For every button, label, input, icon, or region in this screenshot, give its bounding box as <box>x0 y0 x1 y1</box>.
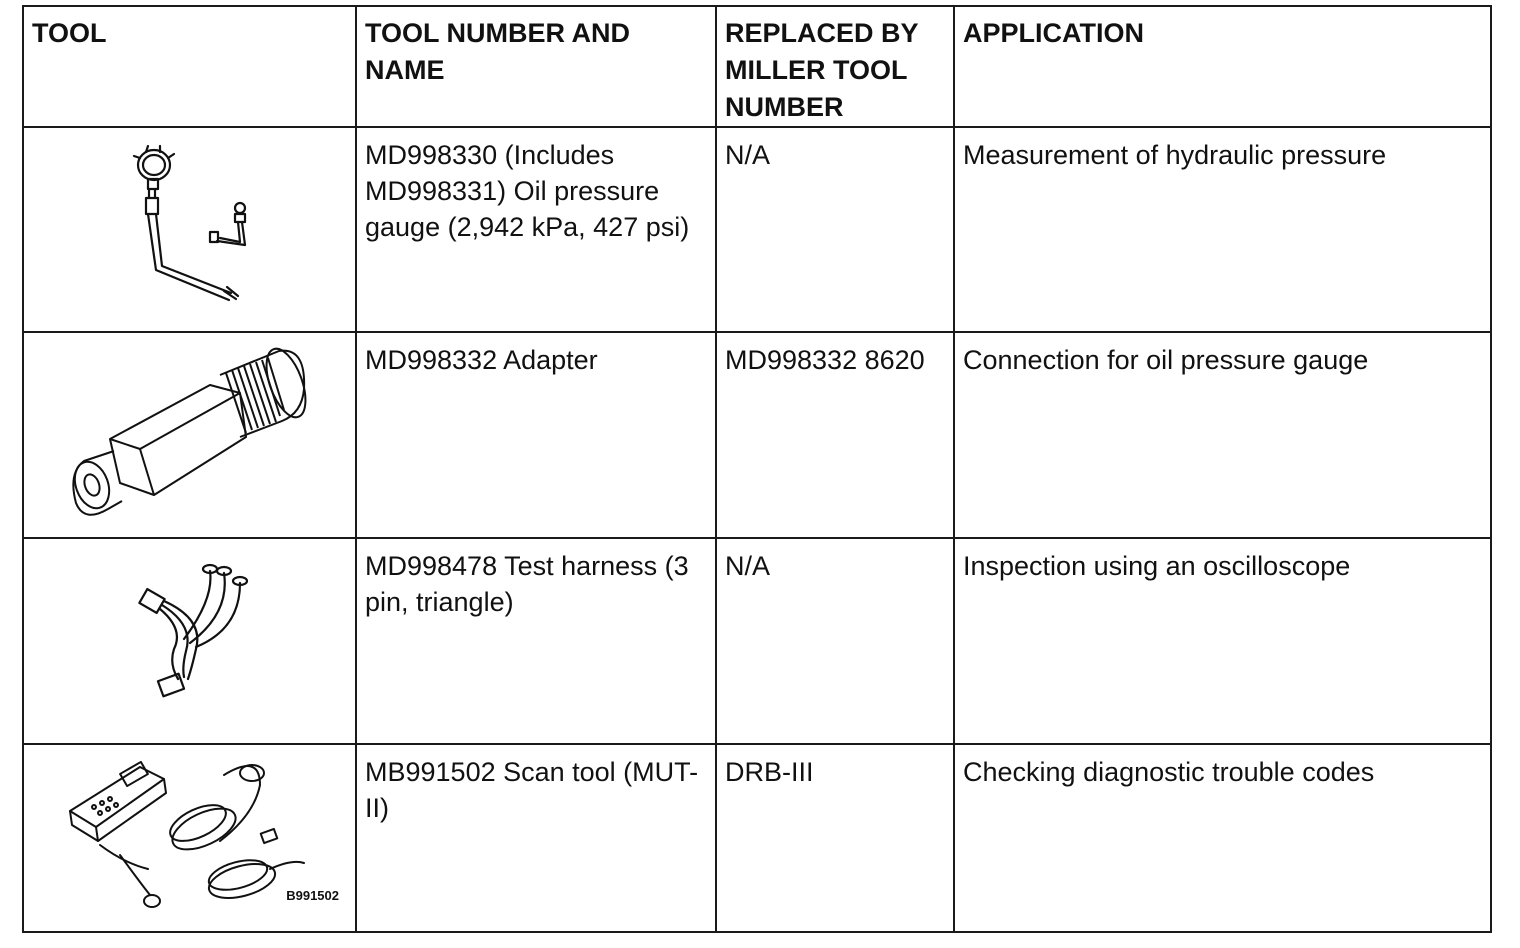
table-row <box>23 538 1491 744</box>
table-row <box>23 332 1491 538</box>
tool-number-name: MD998330 (Includes MD998331) Oil pressure gauge (2,942 kPa, 427 psi) <box>356 127 716 332</box>
adapter-icon <box>24 333 357 539</box>
tool-number-name: MD998332 Adapter <box>356 332 716 538</box>
tool-image-cell <box>23 127 356 332</box>
tool-number-name: MB991502 Scan tool (MUT-II) <box>356 744 716 932</box>
tool-image-cell <box>23 744 356 932</box>
tool-number-name: MD998478 Test harness (3 pin, triangle) <box>356 538 716 744</box>
header-row <box>23 6 1491 127</box>
application: Inspection using an oscilloscope <box>954 538 1491 744</box>
header-tool: TOOL <box>23 6 356 127</box>
replaced-by: DRB-III <box>716 744 954 932</box>
header-tool-number-name: TOOL NUMBER AND NAME <box>356 6 716 127</box>
tool-image-cell <box>23 332 356 538</box>
application: Checking diagnostic trouble codes <box>954 744 1491 932</box>
header-application: APPLICATION <box>954 6 1491 127</box>
special-tools-table <box>22 5 1492 933</box>
replaced-by: N/A <box>716 127 954 332</box>
tool-image-cell <box>23 538 356 744</box>
application: Connection for oil pressure gauge <box>954 332 1491 538</box>
header-replaced-by: REPLACED BY MILLER TOOL NUMBER <box>716 6 954 127</box>
replaced-by: MD998332 8620 <box>716 332 954 538</box>
application: Measurement of hydraulic pressure <box>954 127 1491 332</box>
table-row <box>23 744 1491 932</box>
oil-pressure-gauge-icon <box>24 128 357 333</box>
figure-label: B991502 <box>286 888 339 903</box>
test-harness-icon <box>24 539 357 745</box>
replaced-by: N/A <box>716 538 954 744</box>
table-row <box>23 127 1491 332</box>
scan-tool-icon <box>24 745 357 933</box>
